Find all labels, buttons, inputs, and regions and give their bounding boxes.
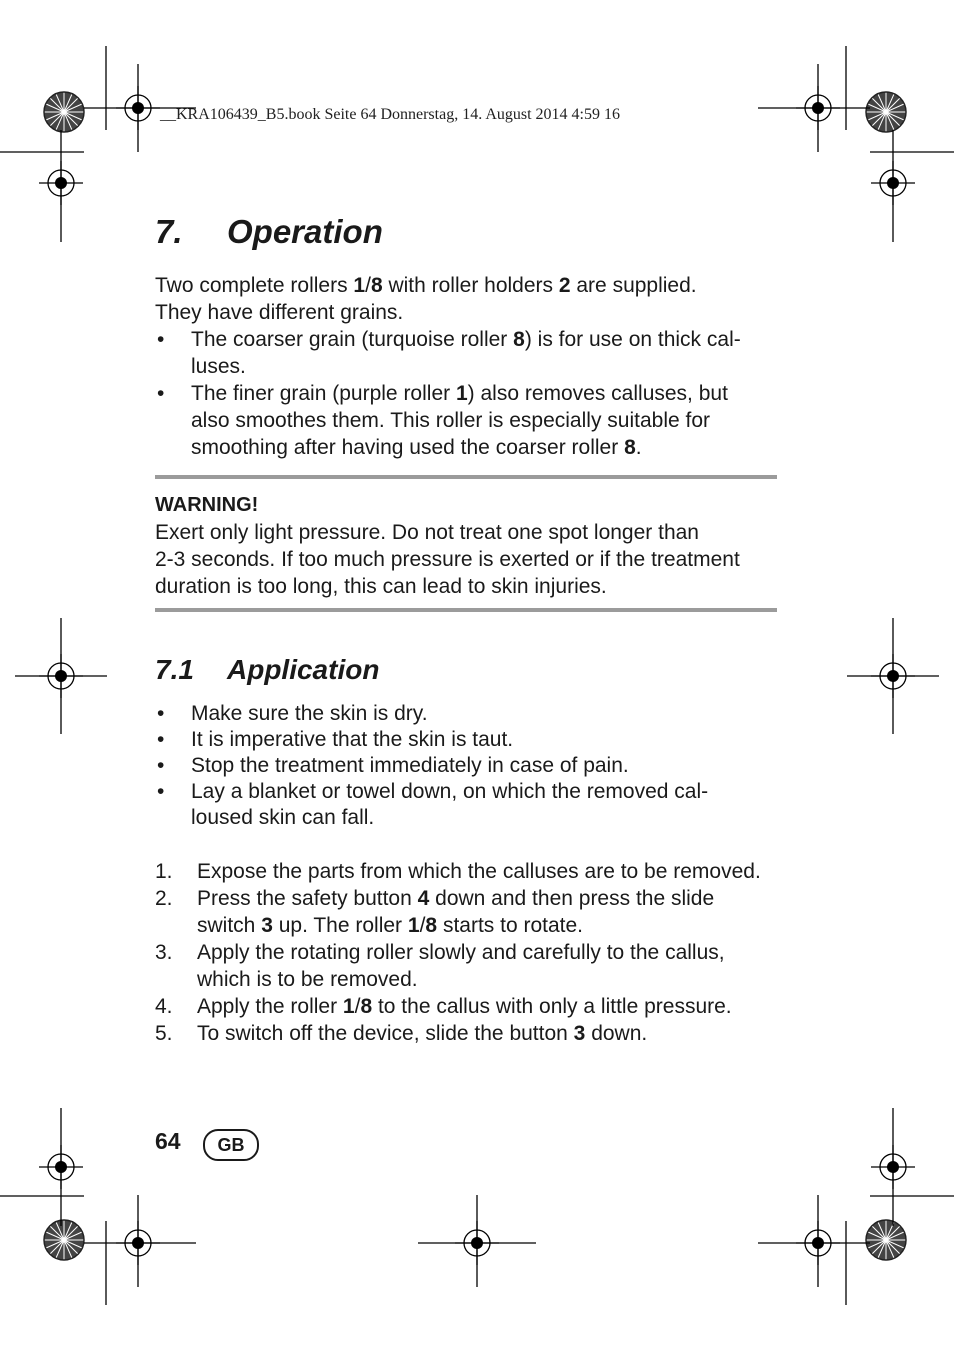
warning-box (155, 492, 785, 600)
warning-top-rule (155, 475, 777, 479)
list-item: 4. Apply the roller 1/8 to the callus with only a little pressure. (155, 995, 732, 1018)
file-info-header: __KRA106439_B5.book Seite 64 Donnerstag, 14. August 2014 4:59 16 (160, 106, 620, 123)
section-number: 7. (155, 213, 183, 250)
intro-paragraph (155, 272, 785, 461)
subsection-number: 7.1 (155, 654, 194, 685)
list-item: • Lay a blanket or towel down, on which the removed cal- loused skin can fall. (155, 779, 785, 831)
warning-line-1: Exert only light pressure. Do not treat one spot longer than (155, 521, 699, 544)
language-badge: GB (203, 1129, 259, 1161)
steps-list (155, 858, 785, 1047)
list-item: • Make sure the skin is dry. (155, 701, 785, 727)
subsection-heading (155, 652, 379, 688)
list-item: • It is imperative that the skin is taut. (155, 727, 785, 753)
list-item: 5. To switch off the device, slide the button 3 down. (155, 1022, 648, 1045)
section-title: Operation (227, 213, 383, 250)
list-item: • The finer grain (purple roller 1) also removes calluses, but also smoothes them. This roller is especially suitable for smoothing after having used the coarser roller 8. (155, 380, 785, 461)
section-heading (155, 212, 383, 252)
grain-list (155, 326, 785, 461)
warning-line-3: duration is too long, this can lead to skin injuries. (155, 575, 607, 598)
intro-line-2: They have different grains. (155, 301, 404, 324)
preparation-list (155, 701, 785, 831)
list-item: 1. Expose the parts from which the calluses are to be removed. (155, 860, 761, 883)
warning-title: WARNING! (155, 494, 259, 516)
warning-bottom-rule (155, 608, 777, 612)
subsection-title: Application (227, 654, 380, 685)
warning-line-2: 2-3 seconds. If too much pressure is exerted or if the treatment (155, 548, 740, 571)
page-number: 64 (155, 1128, 181, 1154)
list-item: • The coarser grain (turquoise roller 8) is for use on thick cal- luses. (155, 326, 785, 380)
list-item: • Stop the treatment immediately in case of pain. (155, 753, 785, 779)
intro-line-1: Two complete rollers 1/8 with roller holders 2 are supplied. (155, 274, 697, 297)
list-item: 3. Apply the rotating roller slowly and carefully to the callus, which is to be removed. (155, 941, 725, 991)
list-item: 2. Press the safety button 4 down and then press the slide switch 3 up. The roller 1/8 starts to rotate. (155, 887, 715, 937)
